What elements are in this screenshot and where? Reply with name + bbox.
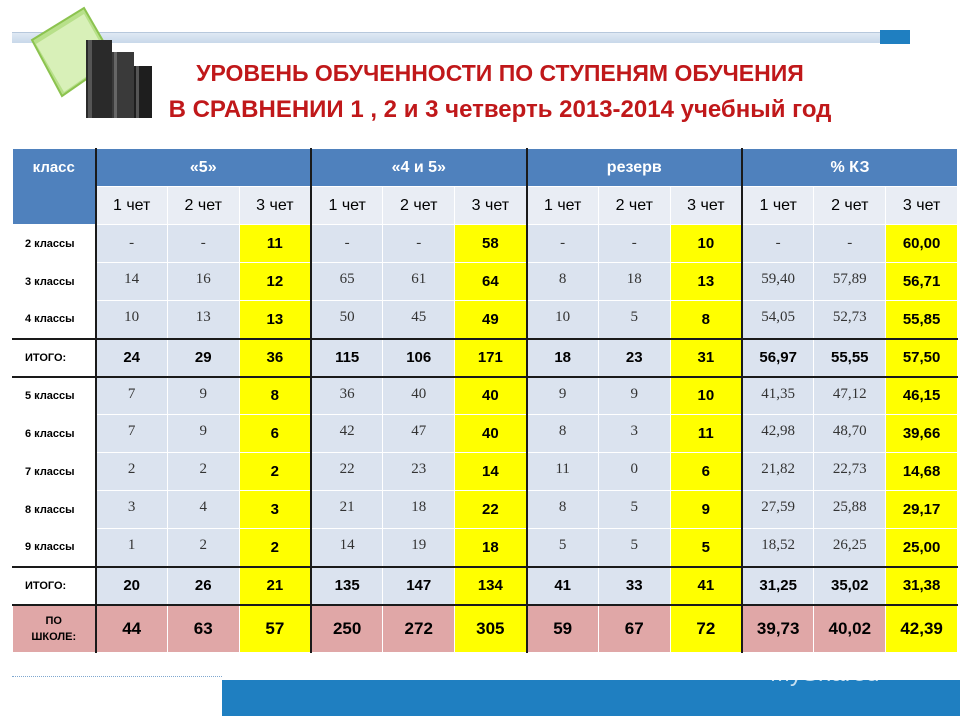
table-cell-current: 39,66 (886, 415, 958, 453)
table-cell: 10 (96, 301, 168, 339)
table-cell-current: 2 (239, 453, 311, 491)
table-cell-current: 31 (670, 339, 742, 377)
subheader-quarter: 1 чет (311, 187, 383, 225)
row-label: 6 классы (13, 415, 96, 453)
table-cell-current: 29,17 (886, 491, 958, 529)
table-cell: 41,35 (742, 377, 814, 415)
table-cell: 3 (598, 415, 670, 453)
table-cell: 9 (167, 415, 239, 453)
table-cell: 0 (598, 453, 670, 491)
table-cell-current: 3 (239, 491, 311, 529)
table-cell: 2 (167, 453, 239, 491)
table-cell-current: 9 (670, 491, 742, 529)
table-cell: 13 (167, 301, 239, 339)
table-cell: 29 (167, 339, 239, 377)
table-cell-current: 40 (455, 415, 527, 453)
table-cell: 54,05 (742, 301, 814, 339)
table-cell: 65 (311, 263, 383, 301)
table-cell: 135 (311, 567, 383, 605)
table-cell-current: 11 (670, 415, 742, 453)
table-cell-current: 13 (670, 263, 742, 301)
table-cell: 4 (167, 491, 239, 529)
table-cell: 23 (383, 453, 455, 491)
subheader-quarter: 1 чет (742, 187, 814, 225)
table-cell: 106 (383, 339, 455, 377)
table-cell-current: 72 (670, 605, 742, 653)
table-cell: 7 (96, 377, 168, 415)
table-cell-current: 10 (670, 377, 742, 415)
table-cell: - (311, 225, 383, 263)
table-cell-current: 14 (455, 453, 527, 491)
table-cell: 250 (311, 605, 383, 653)
table-cell-current: 40 (455, 377, 527, 415)
table-cell: 14 (311, 529, 383, 567)
top-decor-accent (880, 30, 910, 44)
header-group-4-5: «4 и 5» (311, 149, 527, 187)
table-cell: 44 (96, 605, 168, 653)
table-cell: 24 (96, 339, 168, 377)
table-cell-current: 55,85 (886, 301, 958, 339)
table-cell-current: 8 (239, 377, 311, 415)
table-cell: - (167, 225, 239, 263)
table-cell-current: 56,71 (886, 263, 958, 301)
table-cell: 36 (311, 377, 383, 415)
table-cell: 50 (311, 301, 383, 339)
table-row (13, 225, 958, 263)
table-cell: 22 (311, 453, 383, 491)
table-row (13, 491, 958, 529)
table-row (13, 301, 958, 339)
table-cell: 59 (527, 605, 599, 653)
table-cell-current: 49 (455, 301, 527, 339)
table-cell-current: 41 (670, 567, 742, 605)
table-cell: - (742, 225, 814, 263)
table-row (13, 529, 958, 567)
table-cell: 26,25 (814, 529, 886, 567)
header-group-reserve: резерв (527, 149, 743, 187)
table-cell: 3 (96, 491, 168, 529)
table-cell-current: 22 (455, 491, 527, 529)
table-cell: 40,02 (814, 605, 886, 653)
subheader-quarter: 3 чет (670, 187, 742, 225)
table-cell-current: 42,39 (886, 605, 958, 653)
table-cell: 10 (527, 301, 599, 339)
table-cell: 147 (383, 567, 455, 605)
table-cell: 2 (96, 453, 168, 491)
page-title-line2: В СРАВНЕНИИ 1 , 2 и 3 четверть 2013-2014 учебный год (168, 96, 832, 123)
table-cell: - (814, 225, 886, 263)
table-cell: 23 (598, 339, 670, 377)
subheader-quarter: 2 чет (814, 187, 886, 225)
subheader-quarter: 2 чет (598, 187, 670, 225)
table-cell-current: 2 (239, 529, 311, 567)
table-cell: 48,70 (814, 415, 886, 453)
table-cell: 52,73 (814, 301, 886, 339)
table-cell: 31,25 (742, 567, 814, 605)
table-cell: 42,98 (742, 415, 814, 453)
table-cell-current: 8 (670, 301, 742, 339)
row-label: 8 классы (13, 491, 96, 529)
table-row (13, 567, 958, 605)
table-cell-current: 171 (455, 339, 527, 377)
table-cell-current: 5 (670, 529, 742, 567)
table-cell: - (383, 225, 455, 263)
table-cell: 14 (96, 263, 168, 301)
table-cell-current: 46,15 (886, 377, 958, 415)
table-cell: 55,55 (814, 339, 886, 377)
table-cell: 8 (527, 415, 599, 453)
table-cell: 47,12 (814, 377, 886, 415)
table-cell: 11 (527, 453, 599, 491)
subheader-quarter: 1 чет (96, 187, 168, 225)
table-cell: 272 (383, 605, 455, 653)
table-cell: 56,97 (742, 339, 814, 377)
table-cell: - (598, 225, 670, 263)
table-cell-current: 305 (455, 605, 527, 653)
row-label: 4 классы (13, 301, 96, 339)
table-row (13, 453, 958, 491)
table-cell-current: 134 (455, 567, 527, 605)
table-cell-current: 57 (239, 605, 311, 653)
table-cell: 21 (311, 491, 383, 529)
subheader-quarter: 3 чет (455, 187, 527, 225)
bottom-decor-line (12, 676, 222, 678)
table-cell: 22,73 (814, 453, 886, 491)
table-cell: 18,52 (742, 529, 814, 567)
subheader-quarter: 2 чет (167, 187, 239, 225)
table-cell: 27,59 (742, 491, 814, 529)
table-cell: 2 (167, 529, 239, 567)
table-cell: 5 (598, 529, 670, 567)
table-cell-current: 36 (239, 339, 311, 377)
row-label (13, 605, 96, 653)
row-label-line: ПО (45, 614, 62, 627)
row-label: ИТОГО: (13, 339, 96, 377)
table-cell: - (96, 225, 168, 263)
row-label: 5 классы (13, 377, 96, 415)
row-label: 7 классы (13, 453, 96, 491)
header-class: класс (13, 149, 96, 225)
table-cell-current: 18 (455, 529, 527, 567)
table-cell: 41 (527, 567, 599, 605)
table-cell: 20 (96, 567, 168, 605)
row-label: 2 классы (13, 225, 96, 263)
table-cell: 5 (598, 301, 670, 339)
watermark-text: MyShared (770, 660, 880, 687)
table-cell: 19 (383, 529, 455, 567)
table-cell: 39,73 (742, 605, 814, 653)
table-row (13, 339, 958, 377)
table-cell: 9 (167, 377, 239, 415)
table-cell-current: 57,50 (886, 339, 958, 377)
row-label: 3 классы (13, 263, 96, 301)
header-group-5: «5» (96, 149, 312, 187)
table-row (13, 377, 958, 415)
table-cell: 40 (383, 377, 455, 415)
table-cell: 63 (167, 605, 239, 653)
row-label: 9 классы (13, 529, 96, 567)
table-cell-current: 21 (239, 567, 311, 605)
subheader-quarter: 3 чет (239, 187, 311, 225)
table-cell: 42 (311, 415, 383, 453)
subheader-quarter: 1 чет (527, 187, 599, 225)
table-cell: 47 (383, 415, 455, 453)
table-cell: 5 (527, 529, 599, 567)
table-cell: 18 (598, 263, 670, 301)
table-cell: 18 (527, 339, 599, 377)
table-cell-current: 64 (455, 263, 527, 301)
table-cell: 21,82 (742, 453, 814, 491)
table-cell: 9 (598, 377, 670, 415)
table-cell: 16 (167, 263, 239, 301)
table-cell: 5 (598, 491, 670, 529)
table-cell: 7 (96, 415, 168, 453)
table-cell: 33 (598, 567, 670, 605)
table-cell: 8 (527, 491, 599, 529)
table-cell-current: 6 (239, 415, 311, 453)
table-row (13, 263, 958, 301)
table-cell-current: 6 (670, 453, 742, 491)
table-cell: 8 (527, 263, 599, 301)
table-cell: 25,88 (814, 491, 886, 529)
table-cell: 26 (167, 567, 239, 605)
table-cell: 18 (383, 491, 455, 529)
table-cell-current: 31,38 (886, 567, 958, 605)
table-cell: 35,02 (814, 567, 886, 605)
table-cell-current: 13 (239, 301, 311, 339)
table-cell: - (527, 225, 599, 263)
table-cell: 61 (383, 263, 455, 301)
table-cell-current: 11 (239, 225, 311, 263)
table-cell: 59,40 (742, 263, 814, 301)
table-cell-current: 25,00 (886, 529, 958, 567)
table-cell-current: 14,68 (886, 453, 958, 491)
table-cell: 1 (96, 529, 168, 567)
table-row (13, 415, 958, 453)
page-title-line1: УРОВЕНЬ ОБУЧЕННОСТИ ПО СТУПЕНЯМ ОБУЧЕНИЯ (196, 60, 804, 86)
table-cell: 9 (527, 377, 599, 415)
table-cell: 57,89 (814, 263, 886, 301)
table-cell: 45 (383, 301, 455, 339)
header-group-kz: % КЗ (742, 149, 958, 187)
table-cell-current: 10 (670, 225, 742, 263)
table-row (13, 605, 958, 653)
table-cell-current: 58 (455, 225, 527, 263)
subheader-quarter: 2 чет (383, 187, 455, 225)
subheader-quarter: 3 чет (886, 187, 958, 225)
row-label: ИТОГО: (13, 567, 96, 605)
table-cell-current: 60,00 (886, 225, 958, 263)
table-cell: 115 (311, 339, 383, 377)
row-label-line: ШКОЛЕ: (31, 630, 77, 643)
table-cell: 67 (598, 605, 670, 653)
table-cell-current: 12 (239, 263, 311, 301)
results-table (12, 148, 958, 653)
